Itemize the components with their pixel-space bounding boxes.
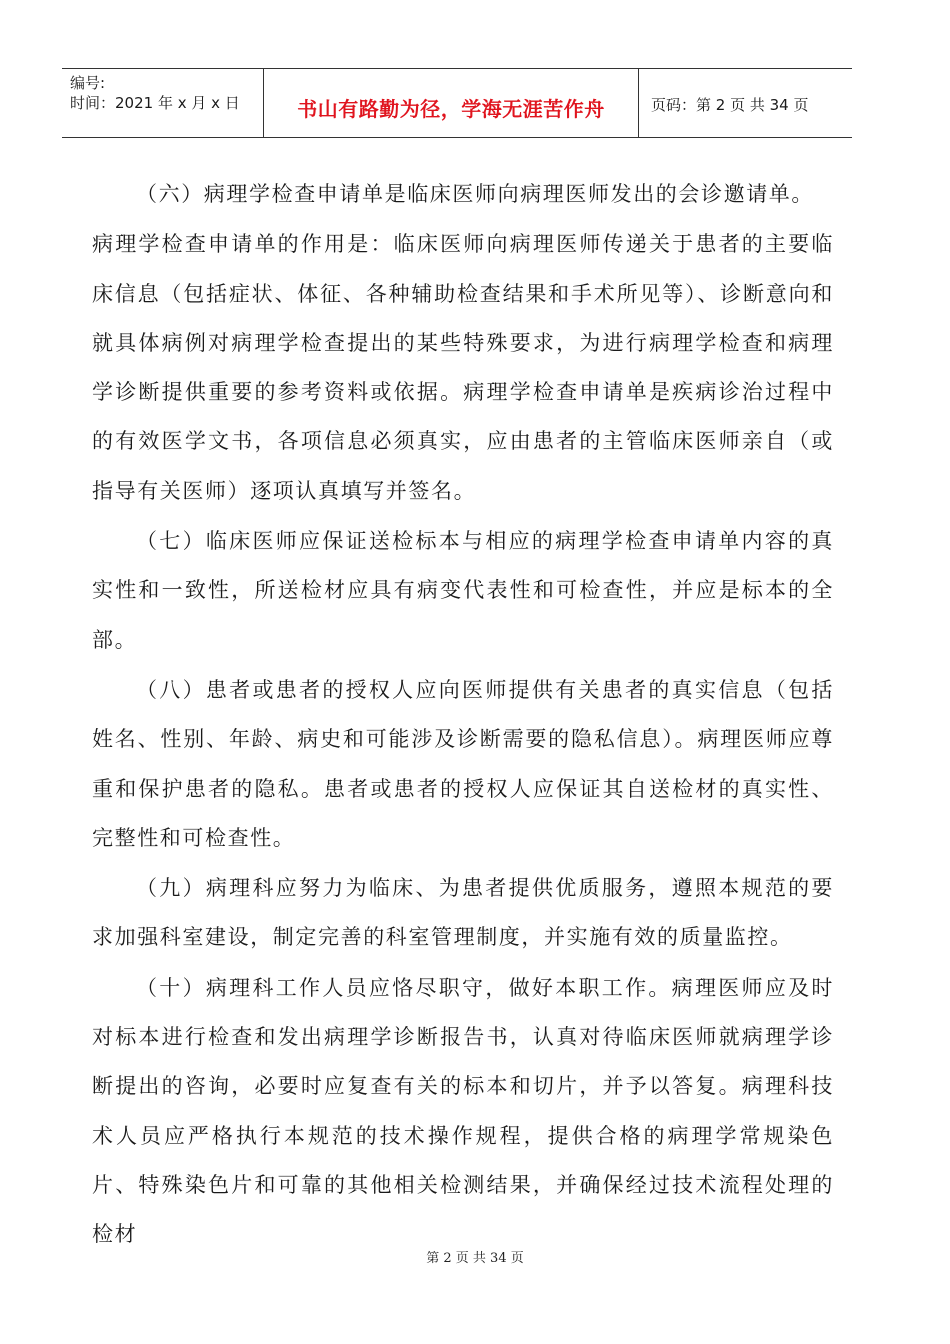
page-footer: 第 2 页 共 34 页 <box>426 1251 524 1266</box>
motto-text: 书山有路勤为径，学海无涯苦作舟 <box>297 97 605 121</box>
document-body <box>92 170 834 1260</box>
number-label: 编号: <box>70 74 106 92</box>
paragraph-seven: （七）临床医师应保证送检标本与相应的病理学检查申请单内容的真实性和一致性，所送检材应具有病变代表性和可检查性，并应是标本的全部。 <box>92 529 834 652</box>
header-motto-cell <box>263 69 639 137</box>
paragraph-ten: （十）病理科工作人员应恪尽职守，做好本职工作。病理医师应及时对标本进行检查和发出病理学诊断报告书，认真对待临床医师就病理学诊断提出的咨询，必要时应复查有关的标本和切片，并予以答复。病理科技术人员应严格执行本规范的技术操作规程，提供合格的病理学常规染色片、特殊染色片和可靠的其他相关检测结果，并确保经过技术流程处理的检材 <box>92 975 834 1247</box>
time-label: 时间：2021 年 x 月 x 日 <box>70 94 240 112</box>
page-info: 页码：第 2 页 共 34 页 <box>651 96 809 114</box>
paragraph-eight: （八）患者或患者的授权人应向医师提供有关患者的真实信息（包括姓名、性别、年龄、病史和可能涉及诊断需要的隐私信息）。病理医师应尊重和保护患者的隐私。患者或患者的授权人应保证其自送检材的真实性、完整性和可检查性。 <box>92 677 834 850</box>
paragraph-six: （六）病理学检查申请单是临床医师向病理医师发出的会诊邀请单。 <box>136 182 814 206</box>
paragraph-nine: （九）病理科应努力为临床、为患者提供优质服务，遵照本规范的要求加强科室建设，制定完善的科室管理制度，并实施有效的质量监控。 <box>92 876 834 950</box>
header-meta-cell <box>62 69 263 137</box>
header-page-cell <box>639 69 852 137</box>
document-header <box>62 68 852 138</box>
paragraph-application-form: 病理学检查申请单的作用是：临床医师向病理医师传递关于患者的主要临床信息（包括症状、体征、各种辅助检查结果和手术所见等）、诊断意向和就具体病例对病理学检查提出的某些特殊要求，为进行病理学检查和病理学诊断提供重要的参考资料或依据。病理学检查申请单是疾病诊治过程中的有效医学文书，各项信息必须真实，应由患者的主管临床医师亲自（或指导有关医师）逐项认真填写并签名。 <box>92 232 834 503</box>
